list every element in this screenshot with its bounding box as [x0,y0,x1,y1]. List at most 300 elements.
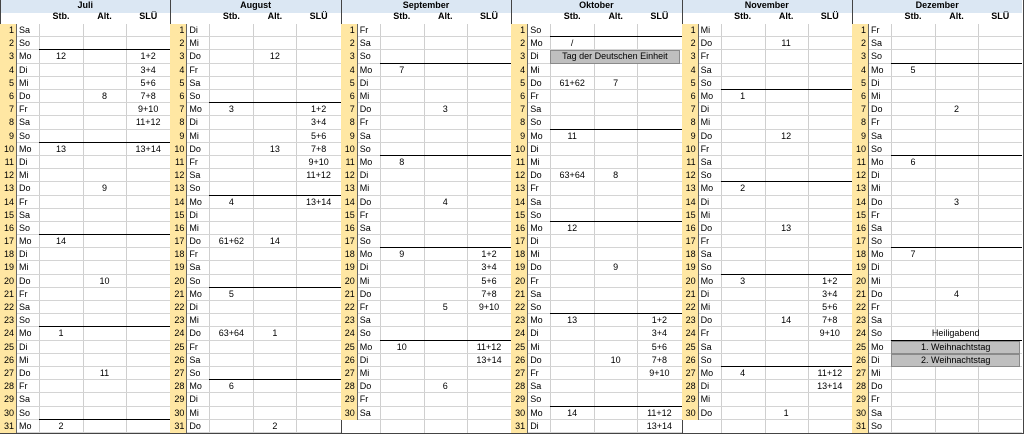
column-header-alt: Alt. [778,11,794,21]
day-number: 31 [852,420,869,433]
day-number: 27 [682,367,699,380]
weekday: Di [189,25,198,35]
stb-value: 63+64 [218,328,245,339]
column-header-slu: SLÜ [991,11,1010,21]
weekday: So [530,302,542,313]
day-number: 29 [341,393,358,406]
weekday: Do [19,183,31,194]
day-number: 16 [341,222,358,235]
day-number: 5 [852,77,869,90]
stb-value: 7 [910,249,916,260]
weekday: Mo [530,38,543,49]
day-number: 30 [682,407,699,420]
weekday: Fr [189,249,198,260]
weekday: Do [700,38,713,49]
weekday: Do [359,104,372,115]
weekday: Di [359,262,369,273]
weekday: Mi [700,117,711,128]
day-number: 24 [682,327,699,340]
month-title: Dezember [915,0,959,10]
weekday: So [530,209,542,220]
week-separator [39,326,170,327]
week-separator [721,274,852,275]
day-number: 30 [170,407,187,420]
day-number: 25 [511,341,528,354]
slu-value: 9+10 [819,328,840,339]
day-number: 26 [852,354,869,367]
weekday: Mi [19,262,29,273]
stb-value: 9 [399,249,405,260]
day-number: 18 [852,248,869,261]
column-header-stb: Stb. [222,11,240,21]
day-number: 27 [511,367,528,380]
weekday: Do [700,222,713,233]
day-number: 1 [341,24,358,37]
alt-value: 11 [99,368,110,379]
weekday: Mi [700,209,711,220]
week-separator [891,63,1022,64]
weekday: Sa [359,407,371,418]
weekday: Di [871,170,880,181]
day-number: 14 [0,196,17,209]
day-number: 16 [511,222,528,235]
weekday: Fr [359,209,369,220]
weekday: So [700,262,712,273]
day-number: 11 [0,156,17,169]
day-number: 25 [341,341,358,354]
alt-value: 2 [272,420,278,431]
month-title: November [744,0,789,10]
alt-value: 9 [613,262,619,273]
weekday: Mo [189,104,202,115]
day-number: 29 [0,393,17,406]
day-number: 12 [682,169,699,182]
weekday: Fr [700,328,710,339]
weekday: Di [530,420,539,431]
weekday: Sa [189,354,201,365]
weekday: Fr [530,90,539,101]
weekday: Mi [359,90,370,101]
day-number: 17 [341,235,358,248]
day-number: 14 [682,196,699,209]
alt-value: 10 [99,275,110,286]
slu-value: 7+8 [822,315,838,326]
day-number: 13 [170,182,187,195]
week-separator [721,181,852,182]
day-number: 21 [511,288,528,301]
weekday: Mi [19,77,29,88]
weekday: Mi [530,64,540,75]
day-number: 21 [170,288,187,301]
stb-value: 14 [567,407,578,418]
week-separator [209,379,340,380]
weekday: Mi [189,130,199,141]
day-number: 16 [852,222,869,235]
day-number: 27 [852,367,869,380]
weekday: Fr [19,381,28,392]
day-number: 2 [341,37,358,50]
weekday: Mi [19,170,29,181]
day-number: 29 [511,393,528,406]
weekday: Mi [359,368,370,379]
slu-value: 13+14 [135,143,161,154]
weekday: Fr [530,183,539,194]
day-number: 23 [682,314,699,327]
slu-value: 5+6 [310,130,327,141]
alt-value: 10 [610,354,621,365]
weekday: Di [700,288,710,299]
column-header-slu: SLÜ [479,11,498,21]
weekday: So [189,90,201,101]
week-separator [380,340,511,341]
column-header-alt: Alt. [438,11,453,21]
day-number: 28 [852,380,869,393]
slu-value: 11+12 [306,170,331,181]
day-number: 22 [170,301,187,314]
day-number: 25 [0,341,17,354]
weekday: Mi [189,315,199,326]
weekday: Mo [530,130,543,141]
weekday: Di [189,394,198,405]
weekday: Fr [871,302,880,313]
day-number: 31 [511,420,528,433]
col-divider [209,24,210,434]
slu-value: 3+4 [822,288,838,299]
slu-value: 7+8 [481,288,497,299]
day-number: 18 [170,248,187,261]
day-number: 10 [852,143,869,156]
day-number: 22 [0,301,17,314]
alt-value: 12 [269,51,280,62]
weekday: Do [19,275,31,286]
day-number: 10 [170,143,187,156]
day-number: 13 [852,182,869,195]
weekday: Mo [871,249,884,260]
day-number: 9 [511,130,528,143]
weekday: Sa [189,77,201,88]
alt-value: 14 [269,236,280,247]
weekday: Do [700,130,713,141]
weekday: Di [189,209,198,220]
day-number: 24 [0,327,17,340]
weekday: Sa [700,64,712,75]
weekday: Fr [189,64,198,75]
slu-value: 1+2 [140,51,156,62]
day-number: 2 [0,37,17,50]
stb-value: 6 [910,156,916,167]
week-separator [209,195,340,196]
day-number: 22 [682,301,699,314]
weekday: Mi [871,183,881,194]
day-number: 30 [0,407,17,420]
weekday: Fr [359,25,369,35]
day-number: 12 [341,169,358,182]
day-number: 23 [511,314,528,327]
weekday: So [530,25,542,35]
slu-value: 5+6 [481,275,497,286]
day-number: 24 [852,327,869,340]
day-number: 17 [511,235,528,248]
col-divider [467,24,468,434]
day-number: 1 [511,24,528,37]
day-number: 14 [511,196,528,209]
weekday: Di [871,77,880,88]
stb-value: 7 [399,64,405,75]
slu-value: 9+10 [138,104,159,115]
stb-value: 2 [58,420,64,431]
weekday: Mo [359,64,373,75]
col-divider [978,24,979,434]
month-title: Oktober [579,0,614,10]
holiday-note: Heiligabend [931,328,980,339]
weekday: Fr [530,368,539,379]
slu-value: 13+14 [476,354,502,365]
day-number: 20 [852,275,869,288]
day-number: 17 [170,235,187,248]
week-separator [209,102,340,103]
weekday: Do [19,90,31,101]
day-number: 8 [170,116,187,129]
day-number: 17 [682,235,699,248]
weekday: Do [189,236,201,247]
day-number: 28 [341,380,358,393]
weekday: Mo [19,328,32,339]
weekday: Sa [359,130,371,141]
alt-value: 3 [953,196,959,207]
week-separator [550,313,681,314]
weekday: So [871,143,883,154]
day-number: 4 [170,64,187,77]
weekday: Mi [189,222,199,233]
day-number: 7 [511,103,528,116]
day-number: 3 [852,50,869,63]
stb-value: 1 [740,90,746,101]
day-number: 6 [341,90,358,103]
alt-value: 8 [101,90,107,101]
day-number: 6 [0,90,17,103]
week-separator [891,247,1022,248]
stb-value: 61+62 [559,77,585,88]
column-header-stb: Stb. [52,11,70,21]
week-separator [891,155,1022,156]
alt-value: 9 [101,183,107,194]
stb-value: 61+62 [218,236,245,247]
slu-value: 11+12 [817,368,843,379]
weekday: Do [189,143,201,154]
day-number: 28 [511,380,528,393]
day-number: 15 [341,209,358,222]
weekday: Mi [530,249,540,260]
slu-value: 9+10 [649,368,670,379]
day-number: 9 [682,130,699,143]
column-header-stb: Stb. [563,11,581,21]
week-separator [550,406,681,407]
day-number: 28 [682,380,699,393]
weekday: So [189,368,201,379]
slu-value: 1+2 [310,104,327,115]
day-number: 3 [511,50,528,63]
day-number: 4 [0,64,17,77]
day-number: 5 [0,77,17,90]
day-number: 18 [511,248,528,261]
weekday: Mi [871,90,881,101]
col-divider [424,24,425,434]
stb-value: 5 [910,64,916,75]
alt-value: 3 [442,104,448,115]
column-header-alt: Alt. [608,11,623,21]
weekday: Mo [530,315,543,326]
weekday: So [19,38,31,49]
weekday: Do [359,196,372,207]
day-number: 19 [341,261,358,274]
day-number: 11 [341,156,358,169]
weekday: Do [530,262,542,273]
alt-value: 11 [781,38,791,49]
week-separator [209,287,340,288]
stb-value: 8 [399,156,405,167]
day-number: 21 [682,288,699,301]
weekday: Fr [189,341,198,352]
weekday: So [19,130,31,141]
col-divider [891,24,892,434]
day-number: 25 [852,341,869,354]
day-number: 5 [682,77,699,90]
column-header-stb: Stb. [904,11,922,21]
stb-value: 3 [228,104,234,115]
day-number: 3 [682,50,699,63]
stb-value: 14 [55,236,66,247]
day-number: 10 [0,143,17,156]
day-number: 8 [511,116,528,129]
column-header-slu: SLÜ [309,11,328,21]
holiday-cell: 2. Weihnachtstag [891,354,1020,367]
weekday: Fr [189,156,198,167]
slu-value: 13+14 [817,381,843,392]
week-separator [550,129,681,130]
weekday: Fr [359,394,369,405]
day-number: 9 [852,130,869,143]
day-number: 21 [341,288,358,301]
weekday: Di [700,196,710,207]
weekday: So [359,236,371,247]
week-separator [721,89,852,90]
weekday: So [530,394,542,405]
weekday: Mo [189,196,202,207]
alt-value: 13 [269,143,280,154]
month-title: September [402,0,450,10]
day-number: 18 [682,248,699,261]
weekday: Fr [19,196,28,207]
day-number: 7 [170,103,187,116]
day-number: 12 [0,169,17,182]
slu-value: 5+6 [822,302,838,313]
weekday: Sa [19,25,31,35]
weekday: Fr [700,51,710,62]
weekday: Di [530,236,539,247]
column-header-alt: Alt. [97,11,112,21]
day-number: 9 [0,130,17,143]
weekday: Do [189,420,201,431]
weekday: Sa [700,249,712,260]
day-number: 16 [682,222,699,235]
weekday: Do [530,354,542,365]
weekday: Di [19,156,28,167]
weekday: So [189,275,201,286]
alt-value: 5 [442,302,448,313]
weekday: Mo [700,368,714,379]
weekday: Sa [359,222,371,233]
holiday-cell: Tag der Deutschen Einheit [550,50,679,63]
weekday: Do [871,381,883,392]
weekday: Mi [189,407,199,418]
weekday: Sa [871,130,883,141]
alt-value: 1 [783,407,789,418]
day-number: 20 [170,275,187,288]
col-divider [296,24,297,434]
day-number: 24 [341,327,358,340]
weekday: So [871,420,883,431]
day-number: 19 [682,261,699,274]
slu-value: 1+2 [651,315,668,326]
week-separator [39,49,170,50]
weekday: Sa [359,315,371,326]
alt-value: 4 [953,288,959,299]
weekday: So [359,143,371,154]
column-header-stb: Stb. [393,11,411,21]
weekday: Sa [19,209,31,220]
day-number: 14 [341,196,358,209]
slu-value: 11+12 [647,407,672,418]
day-number: 19 [511,261,528,274]
day-number: 21 [0,288,17,301]
day-number: 27 [341,367,358,380]
weekday: So [871,236,883,247]
weekday: Mi [359,275,370,286]
day-number: 27 [0,367,17,380]
alt-value: 14 [781,315,792,326]
weekday: Di [530,143,539,154]
day-number: 2 [682,37,699,50]
weekday: Fr [700,143,710,154]
day-number: 13 [0,182,17,195]
alt-value: 8 [613,170,619,181]
stb-value: 2 [740,183,746,194]
weekday: Sa [700,341,712,352]
weekday: Sa [19,117,31,128]
weekday: Di [530,328,539,339]
slu-value: 13+14 [305,196,332,207]
weekday: Mi [871,275,881,286]
weekday: Di [189,302,198,313]
day-number: 17 [852,235,869,248]
slu-value: 3+4 [310,117,327,128]
day-number: 8 [682,116,699,129]
weekday: Fr [871,394,880,405]
weekday: Fr [359,302,369,313]
weekday: So [359,51,371,62]
day-number: 22 [341,301,358,314]
day-number: 19 [170,261,187,274]
day-number: 1 [682,24,699,37]
weekday: Mi [530,341,540,352]
day-number: 23 [0,314,17,327]
day-number: 15 [170,209,187,222]
day-number: 19 [852,261,869,274]
day-number: 5 [341,77,358,90]
day-number: 4 [511,64,528,77]
day-number: 8 [341,116,358,129]
stb-value: / [570,38,574,49]
